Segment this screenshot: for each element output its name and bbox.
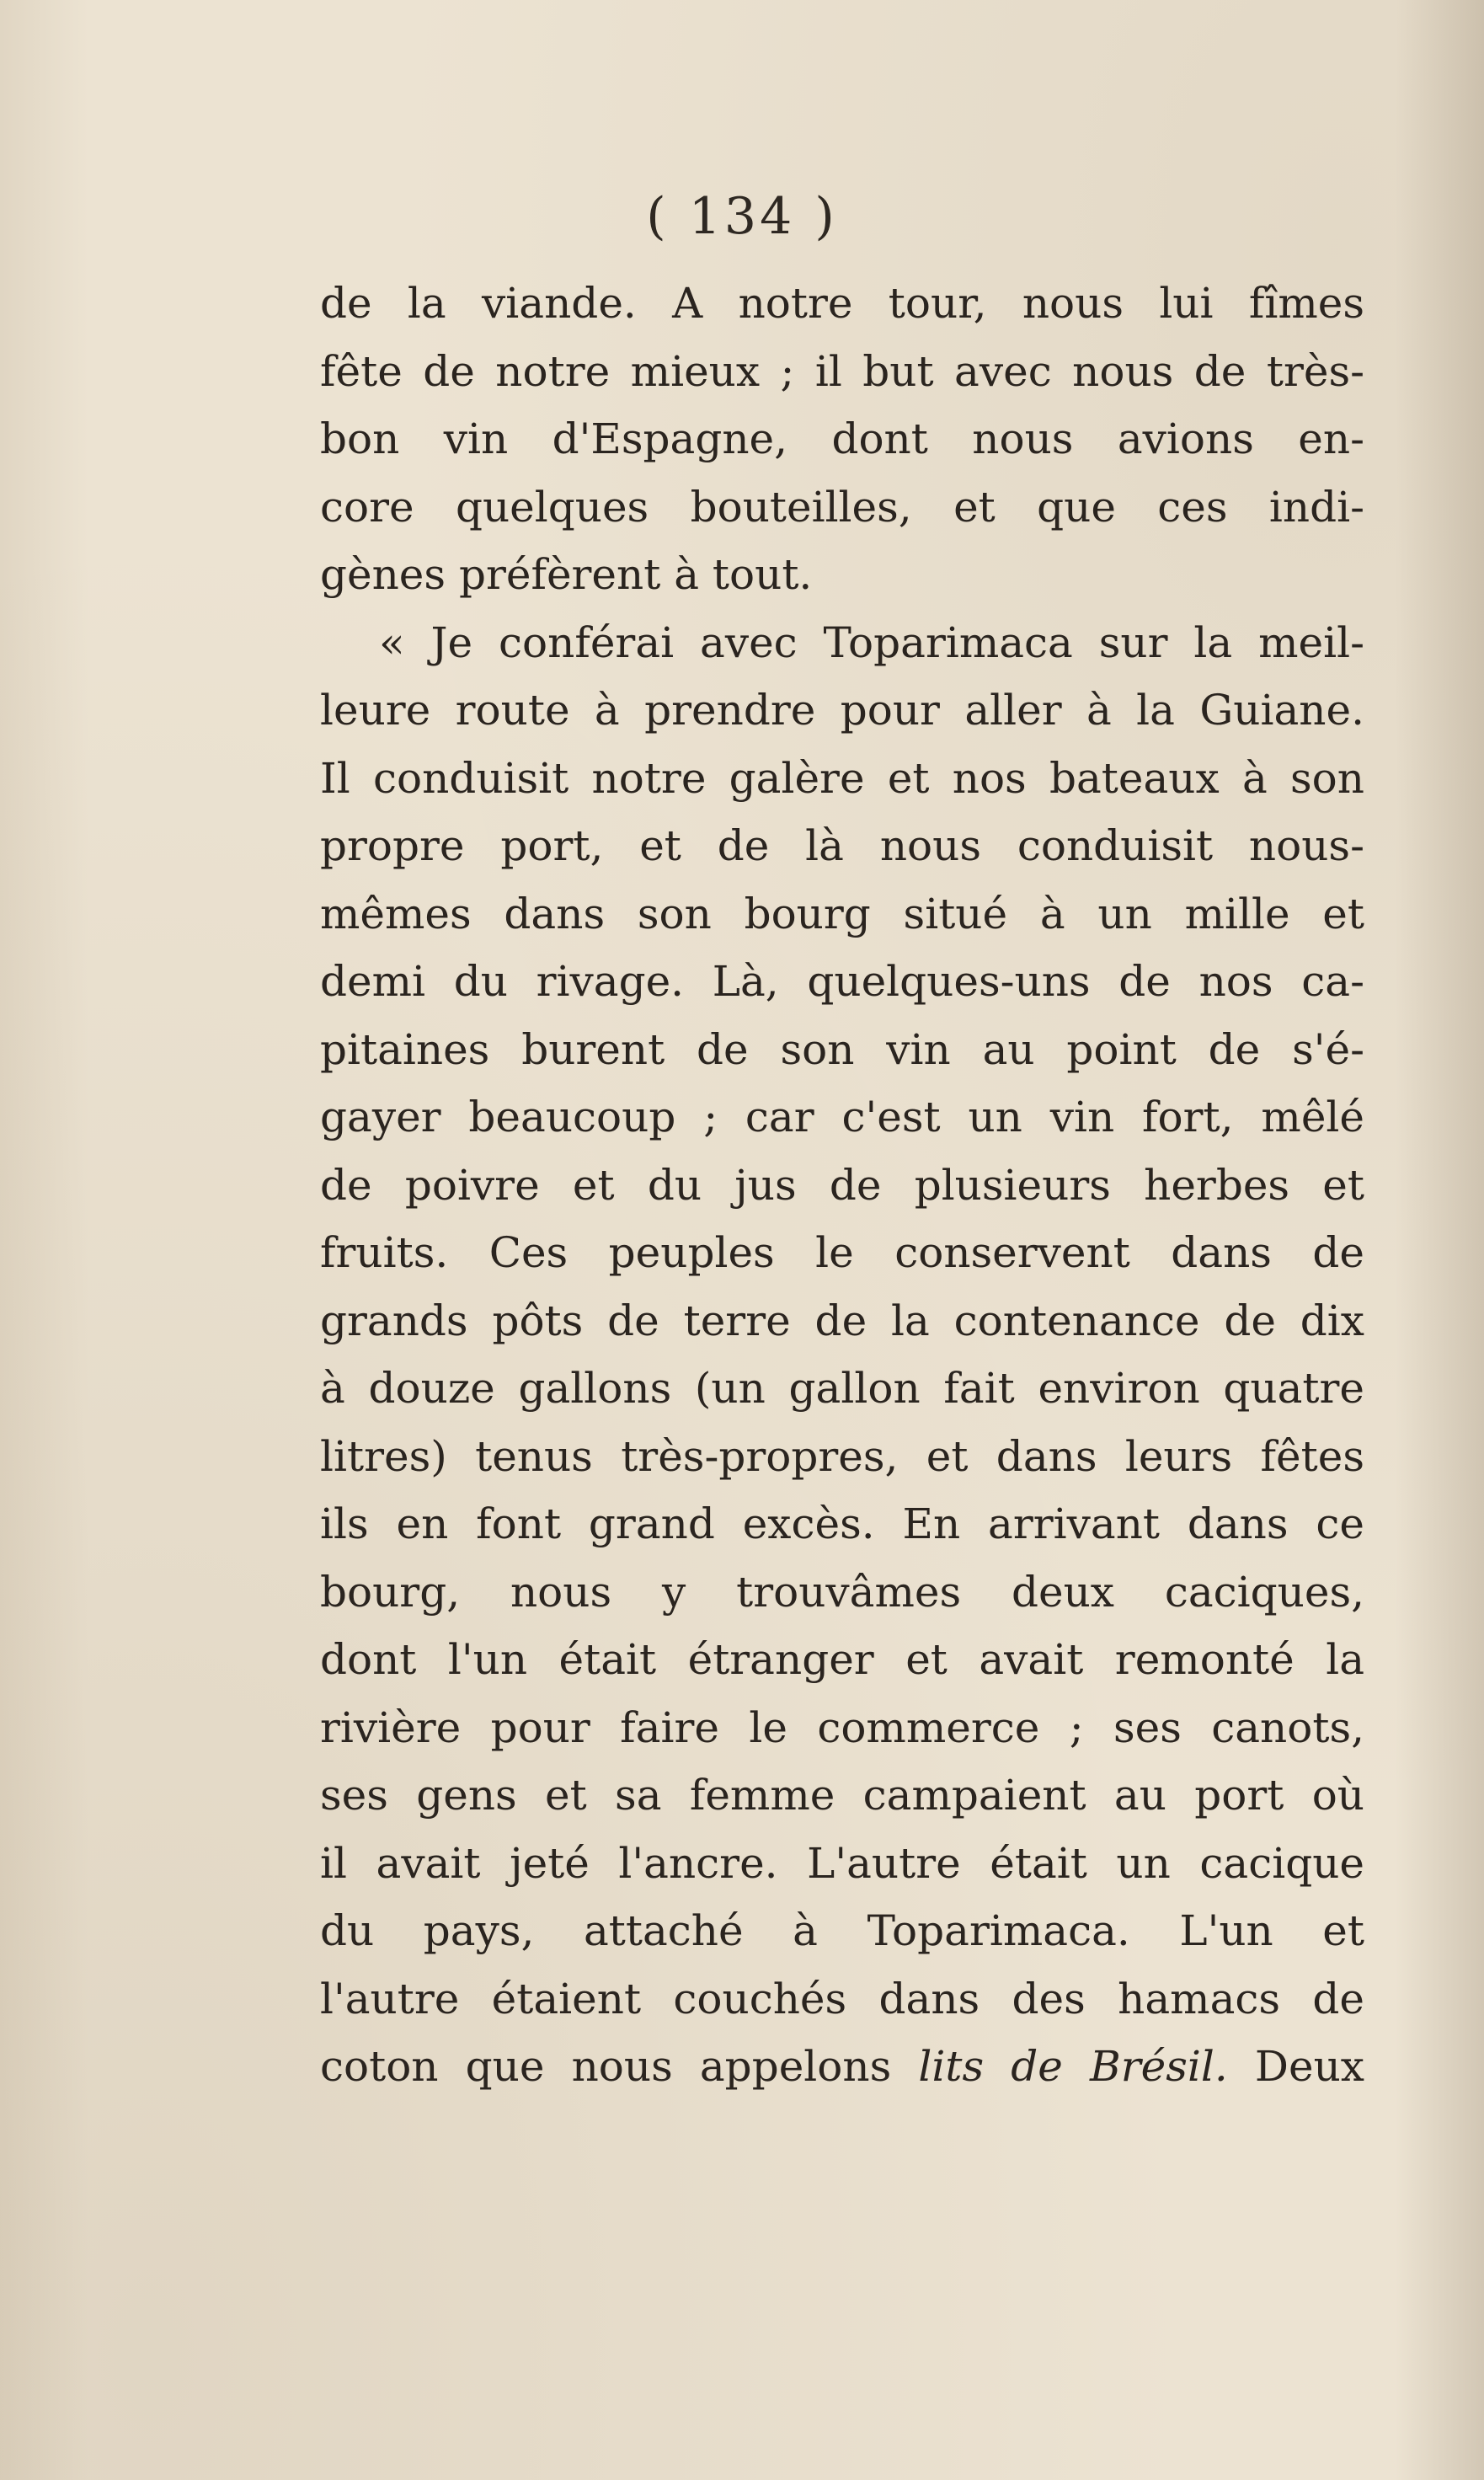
paragraph-1: [320, 270, 1364, 609]
text-line: core quelques bouteilles, et que ces indi-: [320, 482, 1364, 532]
last-line-before: coton que nous appelons: [320, 2042, 892, 2091]
text-line: leure route à prendre pour aller à la Guiane.: [320, 686, 1364, 735]
text-line: propre port, et de là nous conduisit nous-: [320, 821, 1364, 870]
text-line: bourg, nous y trouvâmes deux caciques,: [320, 1567, 1364, 1617]
text-line: à douze gallons (un gallon fait environ quatre: [320, 1364, 1364, 1413]
text-line: mêmes dans son bourg situé à un mille et: [320, 889, 1364, 938]
last-line-after: Deux: [1254, 2042, 1364, 2091]
text-line: de la viande. A notre tour, nous lui fîmes: [320, 279, 1364, 328]
text-line: ses gens et sa femme campaient au port où: [320, 1771, 1364, 1820]
text-line: litres) tenus très-propres, et dans leurs fêtes: [320, 1431, 1364, 1481]
text-line: gènes préfèrent à tout.: [320, 550, 813, 599]
text-line: rivière pour faire le commerce ; ses canots,: [320, 1702, 1364, 1752]
text-line: dont l'un était étranger et avait remonté la: [320, 1635, 1364, 1684]
text-line: il avait jeté l'ancre. L'autre était un cacique: [320, 1838, 1364, 1888]
text-line: fruits. Ces peuples le conservent dans de: [320, 1228, 1364, 1277]
text-line: Il conduisit notre galère et nos bateaux à son: [320, 753, 1364, 803]
text-line: grands pôts de terre de la contenance de dix: [320, 1296, 1364, 1345]
text-line: pitaines burent de son vin au point de s'é-: [320, 1024, 1364, 1074]
text-line: bon vin d'Espagne, dont nous avions en-: [320, 414, 1364, 463]
text-line: « Je conférai avec Toparimaca sur la meil-: [379, 617, 1364, 667]
text-line: demi du rivage. Là, quelques-uns de nos ca-: [320, 957, 1364, 1006]
body-text: [320, 270, 1364, 2101]
text-line: l'autre étaient couchés dans des hamacs de: [320, 1974, 1364, 2023]
text-line-last: [320, 2033, 1364, 2101]
text-line: du pays, attaché à Toparimaca. L'un et: [320, 1906, 1364, 1955]
text-line: ils en font grand excès. En arrivant dans ce: [320, 1499, 1364, 1548]
paragraph-2: [320, 609, 1364, 2101]
text-line: de poivre et du jus de plusieurs herbes et: [320, 1160, 1364, 1210]
page-number: ( 134 ): [646, 187, 838, 246]
text-line: gayer beaucoup ; car c'est un vin fort, mêlé: [320, 1093, 1364, 1141]
text-line: fête de notre mieux ; il but avec nous de très-: [320, 346, 1364, 396]
italic-term: lits de Brésil.: [918, 2042, 1228, 2091]
